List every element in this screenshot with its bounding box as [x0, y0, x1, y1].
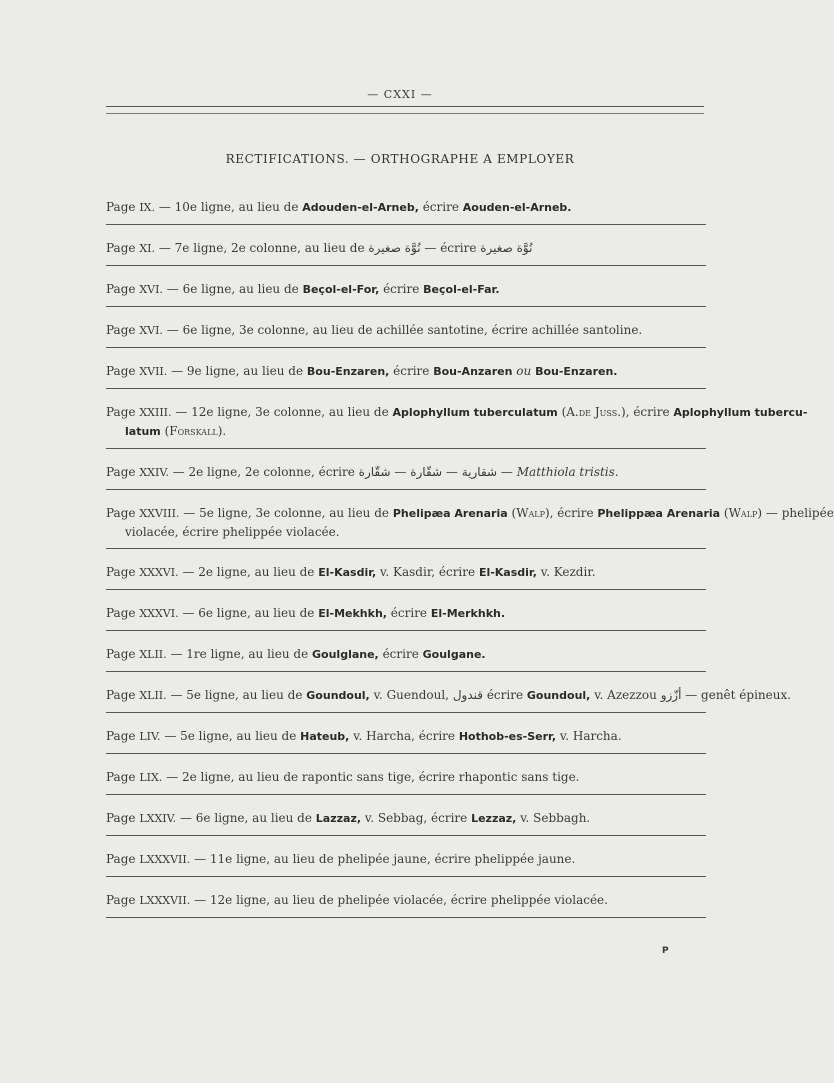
entry-text: (: [511, 506, 517, 520]
correct-term: Aplophyllum tubercu-: [673, 406, 808, 419]
entry-text: — 5e ligne, 3e colonne, au lieu de: [183, 506, 390, 520]
entry-text: — 1re ligne, au lieu de: [170, 647, 309, 661]
entry-text: v. Harcha.: [559, 729, 622, 743]
page-label: Page: [106, 729, 136, 743]
entry-text: v. Harcha, écrire: [353, 729, 455, 743]
page-ref: LXXXVII.: [139, 894, 191, 907]
entry-text: ) — phelipée: [757, 506, 834, 520]
entry-text: — 2e ligne, au lieu de: [182, 565, 315, 579]
entry-text: ), écrire: [621, 405, 670, 419]
entry-text: — 5e ligne, au lieu de: [164, 729, 297, 743]
correct-term-alt: Bou-Enzaren.: [535, 365, 618, 378]
entry-text: écrire: [422, 200, 459, 214]
arabic-term: أزّزو: [660, 688, 682, 702]
entry-text: — 6e ligne, au lieu de: [182, 606, 315, 620]
page-label: Page: [106, 852, 136, 866]
entry-text: v. Sebbagh.: [520, 811, 591, 825]
wrong-term: Goulglane,: [312, 648, 379, 661]
entry-text: écrire: [393, 364, 430, 378]
correct-term: Lezzaz,: [471, 812, 517, 825]
entry-text: — 6e ligne, 3e colonne, au lieu de achillée santotine, écrire achillée santoline.: [166, 323, 643, 337]
author-name: Walp: [728, 506, 758, 520]
entry-text: ), écrire: [545, 506, 594, 520]
correct-term-cont: latum: [125, 425, 161, 438]
correct-term: El-Merkhkh.: [430, 607, 506, 620]
author-abbrev: de Juss.: [578, 405, 622, 419]
page-ref: XXVIII.: [139, 507, 180, 520]
wrong-term: Goundoul,: [306, 689, 370, 702]
latin-name: Matthiola tristis.: [516, 465, 619, 479]
entry-text: (: [723, 506, 729, 520]
entry-text: — 9e ligne, au lieu de: [171, 364, 304, 378]
page-ref: XXIII.: [139, 406, 172, 419]
entry-italic: ou: [516, 364, 532, 378]
page-label: Page: [106, 364, 136, 378]
wrong-term: Phelipæa Arenaria: [392, 507, 508, 520]
entry-text: (A.: [561, 405, 579, 419]
author-name: Forskall: [169, 424, 218, 438]
rectification-entry: [106, 457, 706, 490]
section-title: RECTIFICATIONS. — ORTHOGRAPHE A EMPLOYER: [225, 152, 575, 166]
entry-text: — genêt épineux.: [685, 688, 792, 702]
rectification-entry: [106, 397, 808, 449]
correct-term: Goulgane.: [422, 648, 486, 661]
entry-text: v. Kasdir, écrire: [380, 565, 476, 579]
page-ref: LXXXVII.: [139, 853, 191, 866]
entry-text: — 12e ligne, 3e colonne, au lieu de: [175, 405, 389, 419]
page-ref: XLII.: [139, 689, 167, 702]
entry-text: — 6e ligne, au lieu de: [166, 282, 299, 296]
entry-text: v. Azezzou: [594, 688, 657, 702]
correct-term: Bou-Anzaren: [433, 365, 513, 378]
separator: —: [445, 465, 458, 479]
page-label: Page: [106, 606, 136, 620]
page-label: Page: [106, 405, 136, 419]
page-label: Page: [106, 565, 136, 579]
page-label: Page: [106, 893, 136, 907]
entry-text: — 5e ligne, au lieu de: [170, 688, 303, 702]
wrong-term: Bou-Enzaren,: [306, 365, 390, 378]
entry-text: écrire: [390, 606, 428, 620]
arabic-term: شقارية: [461, 465, 498, 479]
author-name: Walp: [516, 506, 545, 520]
entry-text: — 2e ligne, 2e colonne, écrire: [172, 465, 355, 479]
rectification-entry: [106, 885, 706, 918]
page-ref: IX.: [139, 201, 155, 214]
page-number: — CXXI —: [367, 88, 433, 101]
wrong-term: Aplophyllum tuberculatum: [392, 406, 558, 419]
entry-text: — 12e ligne, au lieu de phelipée violacée, écrire phelippée violacée.: [194, 893, 608, 907]
separator: —: [500, 465, 513, 479]
page-label: Page: [106, 506, 136, 520]
correct-term: Phelippæa Arenaria: [597, 507, 721, 520]
entry-text: v. Kezdir.: [540, 565, 596, 579]
rectification-entry: [106, 315, 706, 348]
arabic-correct: نُوَّة صغيرة: [480, 241, 533, 255]
page-label: Page: [106, 200, 136, 214]
wrong-term: El-Mekhkh,: [318, 607, 387, 620]
page-label: Page: [106, 282, 136, 296]
wrong-term: Adouden-el-Arneb,: [302, 201, 419, 214]
entry-continuation: violacée, écrire phelippée violacée.: [125, 525, 340, 539]
entry-text: (: [164, 424, 170, 438]
page-label: Page: [106, 647, 136, 661]
rectification-entry: [106, 498, 834, 549]
rectification-entry: [106, 803, 706, 836]
page-label: Page: [106, 323, 136, 337]
rectifications-list: [106, 192, 834, 926]
wrong-term: El-Kasdir,: [318, 566, 377, 579]
entry-text: écrire: [382, 647, 419, 661]
page-ref: XVI.: [139, 283, 163, 296]
page-label: Page: [106, 811, 136, 825]
rectification-entry: [106, 356, 706, 389]
page-label: Page: [106, 688, 136, 702]
page-ref: LIV.: [139, 730, 161, 743]
rectification-entry: [106, 557, 706, 590]
correct-term: Goundoul,: [526, 689, 591, 702]
separator: —: [394, 465, 407, 479]
rectification-entry: [106, 639, 706, 672]
entry-text: — 7e ligne, 2e colonne, au lieu de: [158, 241, 365, 255]
page-ref: XLII.: [139, 648, 167, 661]
rectification-entry: [106, 192, 706, 225]
page-ref: LIX.: [139, 771, 163, 784]
header-rule: [106, 106, 704, 114]
correct-term: El-Kasdir,: [478, 566, 537, 579]
correct-term: Aouden-el-Arneb.: [462, 201, 572, 214]
wrong-term: Lazzaz,: [315, 812, 362, 825]
page-label: Page: [106, 770, 136, 784]
page-label: Page: [106, 241, 136, 255]
entry-text: v. Sebbag, écrire: [364, 811, 468, 825]
correct-term: Hothob-es-Serr,: [458, 730, 557, 743]
page-ref: XVII.: [139, 365, 168, 378]
rectification-entry: [106, 680, 792, 713]
wrong-term: Beçol-el-For,: [302, 283, 380, 296]
correct-term: Beçol-el-Far.: [423, 283, 500, 296]
entry-text: écrire: [486, 688, 524, 702]
rectification-entry: [106, 598, 706, 631]
entry-text: — 10e ligne, au lieu de: [158, 200, 299, 214]
wrong-term: Hateub,: [300, 730, 350, 743]
entry-text: — 11e ligne, au lieu de phelipée jaune, écrire phelippée jaune.: [194, 852, 576, 866]
arabic-wrong: نُوَّة صغيرة: [368, 241, 421, 255]
rectification-entry: [106, 274, 706, 307]
entry-text: écrire: [383, 282, 420, 296]
page-label: Page: [106, 465, 136, 479]
page-ref: XXXVI.: [139, 607, 179, 620]
arabic-term: قندول: [452, 688, 483, 702]
rectification-entry: [106, 721, 706, 754]
page-ref: LXXIV.: [139, 812, 177, 825]
rectification-entry: [106, 762, 706, 795]
entry-text: v. Guendoul,: [373, 688, 449, 702]
rectification-entry: [106, 844, 706, 877]
page-ref: XXIV.: [139, 466, 169, 479]
signature-mark: P: [662, 946, 669, 956]
arabic-term: شقّارة: [410, 465, 443, 479]
rectification-entry: [106, 233, 706, 266]
page-ref: XXXVI.: [139, 566, 179, 579]
page-ref: XVI.: [139, 324, 163, 337]
entry-text: — écrire: [424, 241, 477, 255]
entry-text: — 2e ligne, au lieu de rapontic sans tige, écrire rhapontic sans tige.: [166, 770, 580, 784]
page-ref: XI.: [139, 242, 155, 255]
entry-text: ).: [217, 424, 227, 438]
arabic-term: شقّارة: [358, 465, 391, 479]
entry-text: — 6e ligne, au lieu de: [179, 811, 312, 825]
